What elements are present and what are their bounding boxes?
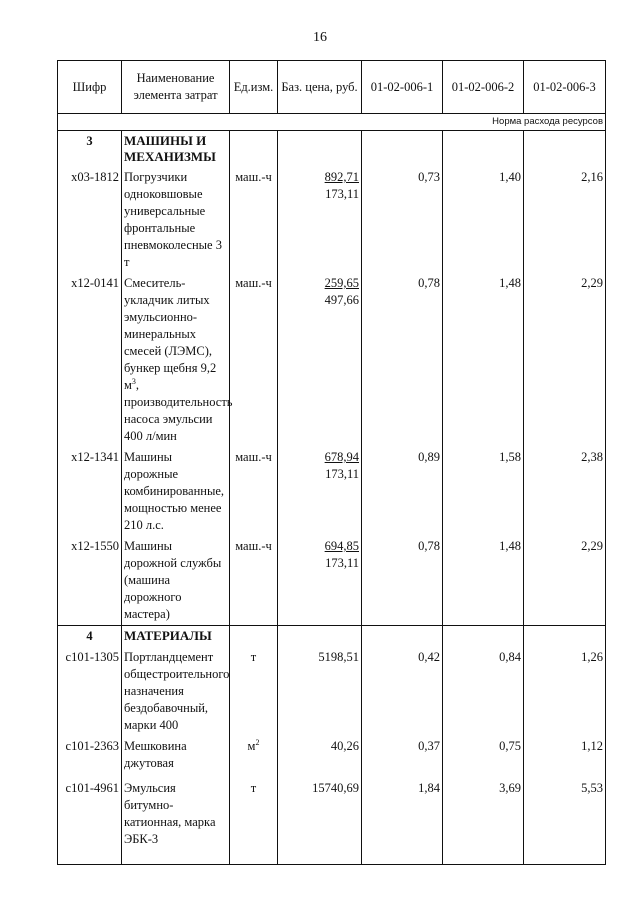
row-norm-1: 0,73 [362,167,443,273]
row-name: Машины дорожной службы (машина дорожного мастера) [122,536,230,626]
row-norm-3: 2,29 [524,536,606,626]
row-code: с101-1305 [58,647,122,736]
price-current: 694,85 [324,539,359,553]
row-unit [230,736,278,778]
header-name: Наименование элемента затрат [122,61,230,114]
row-norm-2: 1,58 [443,447,524,536]
row-unit: маш.-ч [230,536,278,626]
price-base: 173,11 [325,187,359,201]
unit-base: м [247,739,256,753]
row-norm-1: 1,84 [362,778,443,865]
norm-label: Норма расхода ресурсов [58,114,606,131]
table-row [58,778,606,865]
row-norm-2: 1,48 [443,273,524,447]
row-norm-1: 0,78 [362,273,443,447]
row-unit: т [230,778,278,865]
row-name: Портландцемент общестроительного назначения бездобавочный, марки 400 [122,647,230,736]
row-norm-1: 0,78 [362,536,443,626]
row-norm-3: 2,29 [524,273,606,447]
row-price: 40,26 [278,736,362,778]
row-name: Машины дорожные комбинированные, мощностью менее 210 л.с. [122,447,230,536]
row-name-part: Смеситель-укладчик литых эмульсионно-минеральных смесей (ЛЭМС), бункер щебня 9,2 м [124,276,217,392]
row-name: Эмульсия битумно-катионная, марка ЭБК-3 [122,778,230,865]
row-price [278,167,362,273]
table-row [58,167,606,273]
price-current: 259,65 [324,276,359,290]
row-price [278,447,362,536]
row-norm-3: 2,16 [524,167,606,273]
header-col-3: 01-02-006-3 [524,61,606,114]
row-norm-3: 1,12 [524,736,606,778]
row-norm-2: 1,40 [443,167,524,273]
row-name: Мешковина джутовая [122,736,230,778]
header-price: Баз. цена, руб. [278,61,362,114]
row-norm-2: 3,69 [443,778,524,865]
row-unit: маш.-ч [230,167,278,273]
row-norm-2: 1,48 [443,536,524,626]
price-current: 892,71 [324,170,359,184]
section-row [58,626,606,648]
table-row [58,536,606,626]
table-row [58,273,606,447]
header-code: Шифр [58,61,122,114]
row-name: Погрузчики одноковшовые универсальные фронтальные пневмоколесные 3 т [122,167,230,273]
table-row [58,447,606,536]
row-price: 5198,51 [278,647,362,736]
row-code: х12-0141 [58,273,122,447]
row-price [278,273,362,447]
table-header-row [58,61,606,114]
row-norm-3: 1,26 [524,647,606,736]
price-base: 173,11 [325,467,359,481]
section-number: 4 [58,626,122,648]
row-norm-1: 0,42 [362,647,443,736]
row-name-superscript: 3 [131,376,136,386]
row-unit: маш.-ч [230,273,278,447]
header-col-1: 01-02-006-1 [362,61,443,114]
price-base: 173,11 [325,556,359,570]
table-row [58,647,606,736]
resource-table [57,60,606,865]
row-norm-3: 2,38 [524,447,606,536]
section-number: 3 [58,131,122,168]
row-price: 15740,69 [278,778,362,865]
price-current: 678,94 [324,450,359,464]
row-norm-1: 0,37 [362,736,443,778]
section-row [58,131,606,168]
unit-superscript: 2 [255,737,260,747]
row-norm-2: 0,75 [443,736,524,778]
row-norm-2: 0,84 [443,647,524,736]
row-norm-1: 0,89 [362,447,443,536]
table-row [58,736,606,778]
row-code: с101-4961 [58,778,122,865]
row-code: х03-1812 [58,167,122,273]
header-col-2: 01-02-006-2 [443,61,524,114]
header-unit: Ед.изм. [230,61,278,114]
norm-row [58,114,606,131]
row-unit: маш.-ч [230,447,278,536]
section-title: МАШИНЫ И МЕХАНИЗМЫ [122,131,230,168]
row-name [122,273,233,447]
page-number: 16 [313,30,327,45]
section-title: МАТЕРИАЛЫ [122,626,230,648]
row-code: х12-1550 [58,536,122,626]
price-base: 497,66 [324,293,359,307]
row-name-part: , производительность насоса эмульсии 400 л/мин [124,378,233,443]
row-norm-3: 5,53 [524,778,606,865]
row-code: с101-2363 [58,736,122,778]
row-price [278,536,362,626]
row-unit: т [230,647,278,736]
row-code: х12-1341 [58,447,122,536]
